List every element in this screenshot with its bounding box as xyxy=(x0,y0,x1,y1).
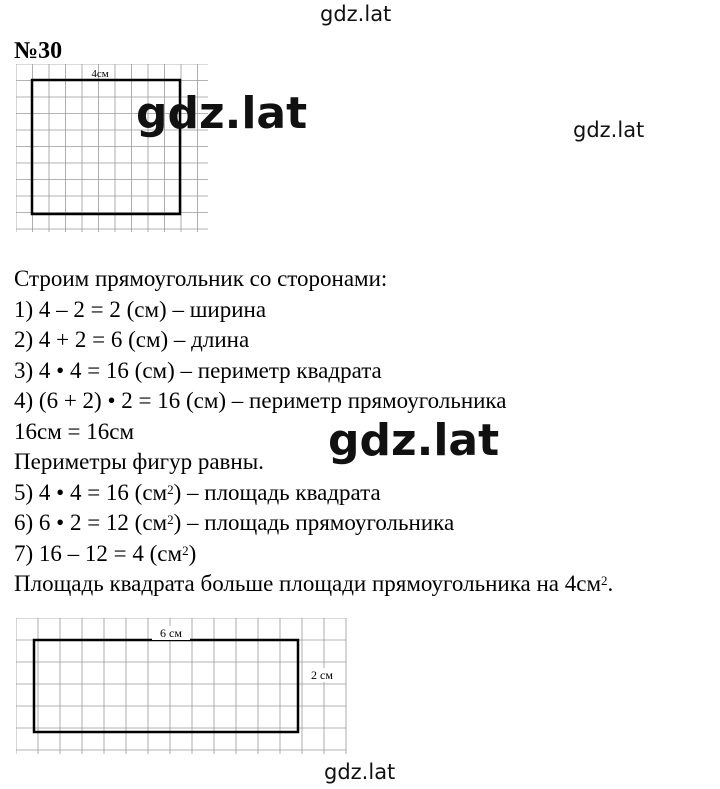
line-step-5: 5) 4 • 4 = 16 $(см^2)$ – площадь квадрата xyxy=(14,479,381,505)
rectangle-width-label: 2 см xyxy=(311,668,333,682)
line-conclusion-perimeter: Периметры фигур равны. xyxy=(14,449,264,474)
watermark-large-2: gdz.lat xyxy=(328,415,500,466)
watermark-mid-right: gdz.lat xyxy=(573,118,645,142)
line-step-4: 4) (6 + 2) • 2 = 16 (см) – периметр прямоугольника xyxy=(14,388,507,413)
line-conclusion-area: Площадь квадрата больше площади прямоугольника на $4см^2$. xyxy=(14,571,614,596)
line-comparison: 16см = 16см xyxy=(14,418,134,444)
line-intro: Строим прямоугольник со сторонами: xyxy=(14,266,388,291)
square-side-label: 4см xyxy=(91,68,109,80)
rectangle-grid-figure xyxy=(16,618,356,756)
task-number: №30 xyxy=(14,38,63,64)
line-step-7: 7) 16 – 12 = 4 $(см^2)$ xyxy=(14,540,197,566)
line-step-2: 2) 4 + 2 = 6 (см) – длина xyxy=(14,327,250,352)
line-step-1: 1) 4 – 2 = 2 (см) – ширина xyxy=(14,296,267,322)
line-step-6: 6) 6 • 2 = 12 $(см^2)$ – площадь прямоугольника xyxy=(14,510,455,535)
rectangle-length-label: 6 см xyxy=(160,626,182,640)
line-step-3: 3) 4 • 4 = 16 (см) – периметр квадрата xyxy=(14,357,382,383)
watermark-large-1: gdz.lat xyxy=(136,88,308,139)
watermark-bottom: gdz.lat xyxy=(324,760,396,784)
watermark-top: gdz.lat xyxy=(320,2,392,26)
